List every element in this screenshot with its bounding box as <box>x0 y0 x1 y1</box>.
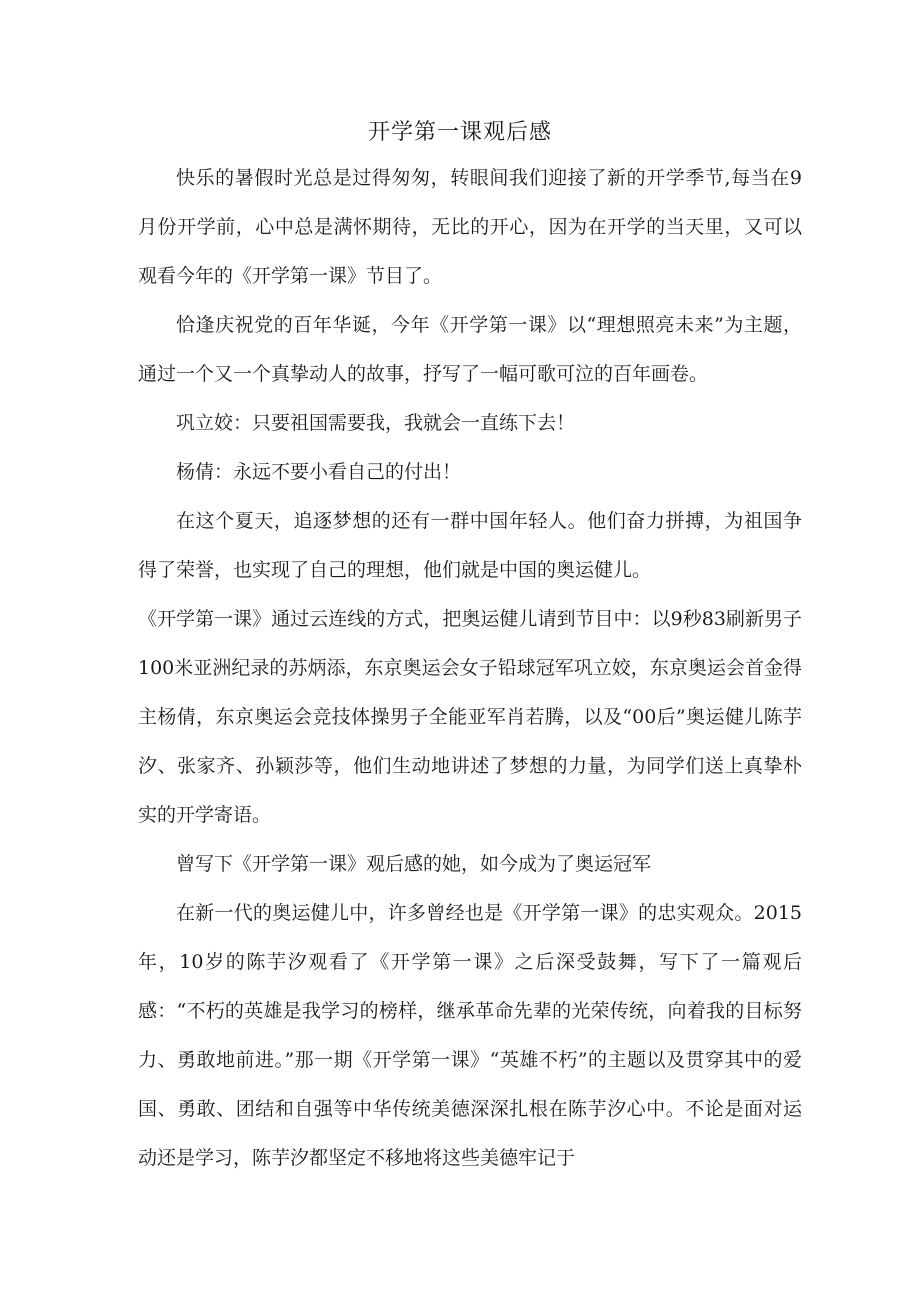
paragraph-summer: 在这个夏天，追逐梦想的还有一群中国年轻人。他们奋力拼搏，为祖国争得了荣誉，也实现了自己的理想，他们就是中国的奥运健儿。 <box>138 510 802 581</box>
paragraph-athletes: 《开学第一课》通过云连线的方式，把奥运健儿请到节目中：以9秒83刷新男子100米亚洲纪录的苏炳添，东京奥运会女子铅球冠军巩立姣，东京奥运会首金得主杨倩，东京奥运会竞技体操男子全能亚军肖若腾，以及“00后”奥运健儿陈芋汐、张家齐、孙颖莎等，他们生动地讲述了梦想的力量，为同学们送上真挚朴实的开学寄语。 <box>138 608 802 826</box>
paragraph-quote-yang: 杨倩：永远不要小看自己的付出！ <box>176 461 462 483</box>
paragraph-chen-yuxi: 在新一代的奥运健儿中，许多曾经也是《开学第一课》的忠实观众。2015年，10岁的陈芋汐观看了《开学第一课》之后深受鼓舞，写下了一篇观后感：“不朽的英雄是我学习的榜样，继承革命先辈的光荣传统，向着我的目标努力、勇敢地前进。”那一期《开学第一课》“英雄不朽”的主题以及贯穿其中的爱国、勇敢、团结和自强等中华传统美德深深扎根在陈芋汐心中。不论是面对运动还是学习，陈芋汐都坚定不移地将这些美德牢记于 <box>138 902 802 1169</box>
document-body <box>138 154 802 1183</box>
paragraph-subheading: 曾写下《开学第一课》观后感的她，如今成为了奥运冠军 <box>176 853 652 875</box>
paragraph-quote-gong: 巩立姣：只要祖国需要我，我就会一直练下去！ <box>176 412 576 434</box>
paragraph-intro: 快乐的暑假时光总是过得匆匆，转眼间我们迎接了新的开学季节,每当在9月份开学前，心中总是满怀期待，无比的开心，因为在开学的当天里，又可以观看今年的《开学第一课》节目了。 <box>138 167 802 287</box>
paragraph-theme: 恰逢庆祝党的百年华诞，今年《开学第一课》以“理想照亮未来”为主题，通过一个又一个真挚动人的故事，抒写了一幅可歌可泣的百年画卷。 <box>138 314 802 385</box>
page-title: 开学第一课观后感 <box>367 120 552 145</box>
